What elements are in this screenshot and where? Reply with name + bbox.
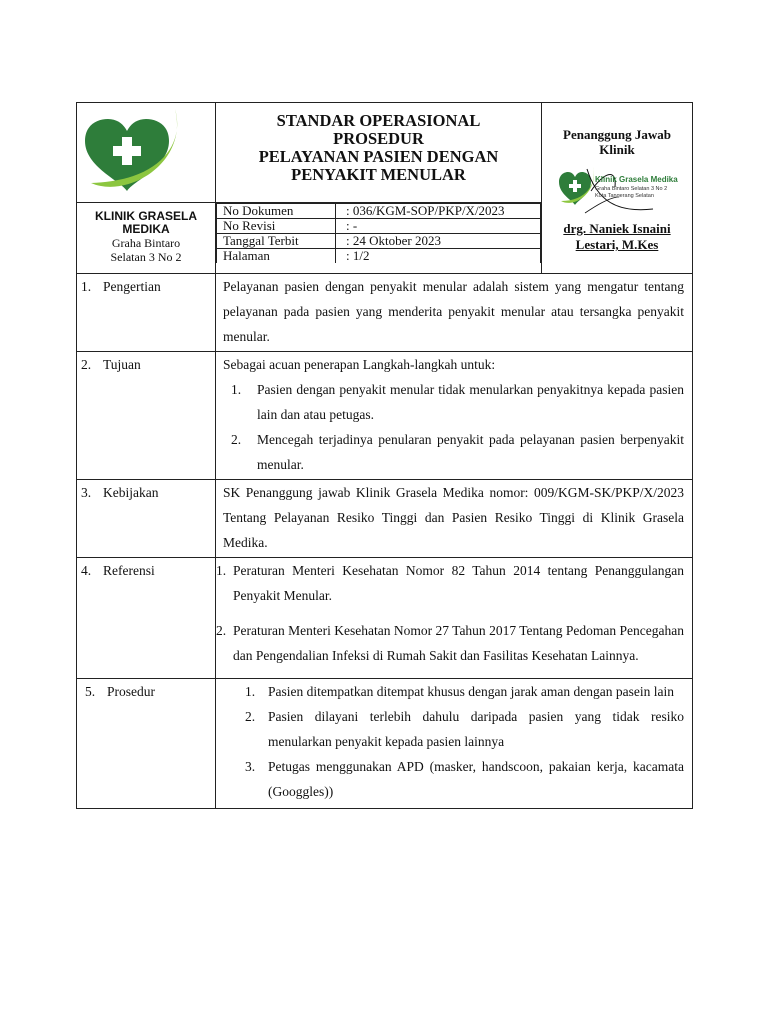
list-item: 2. Mencegah terjadinya penularan penyakit pada pelayanan pasien berpenyakit menular. bbox=[231, 432, 684, 472]
list-item: 1. Peraturan Menteri Kesehatan Nomor 82 Tahun 2014 tentang Penanggulangan Penyakit Menular. bbox=[216, 563, 684, 603]
section-content bbox=[216, 558, 693, 679]
clinic-logo-icon bbox=[77, 103, 215, 197]
section-pengertian bbox=[77, 274, 693, 352]
section-label: 4. Referensi bbox=[77, 558, 216, 679]
stamp-address-2: Kota Tangerang Selatan bbox=[595, 193, 654, 199]
section-referensi bbox=[77, 558, 693, 679]
stamp-clinic-name: Klinik Grasela Medika bbox=[595, 175, 678, 184]
list-item: 1. Pasien dengan penyakit menular tidak menularkan penyakitnya kepada pasien lain dan atau petugas. bbox=[231, 382, 684, 422]
list-item: 2. Pasien dilayani terlebih dahulu daripada pasien yang tidak resiko menularkan penyakit kepada pasien lainnya bbox=[245, 709, 684, 749]
document-meta bbox=[216, 203, 541, 263]
list-item: 1. Pasien ditempatkan ditempat khusus dengan jarak aman dengan pasein lain bbox=[245, 684, 675, 699]
responsible-cell bbox=[542, 103, 693, 274]
list-item: 3. Petugas menggunakan APD (masker, handscoon, pakaian kerja, kacamata (Googgles)) bbox=[245, 759, 684, 799]
section-label: 1. Pengertian bbox=[77, 274, 216, 352]
document-title: STANDAR OPERASIONAL PROSEDUR PELAYANAN PASIEN DENGAN PENYAKIT MENULAR bbox=[216, 103, 542, 203]
section-content: Sebagai acuan penerapan Langkah-langkah untuk: 1. Pasien dengan penyakit menular tidak menularkan penyakitnya kepada pasien lain dan atau petugas. 2. Mencegah terjadinya penularan penyakit pada pelayanan pasien berpenyakit menular. bbox=[216, 352, 693, 480]
section-content bbox=[216, 679, 693, 809]
stamp-address-1: Graha Bintaro Selatan 3 No 2 bbox=[595, 186, 668, 192]
responsible-name: drg. Naniek Isnaini Lestari, M.Kes bbox=[563, 221, 671, 252]
responsible-label: Penanggung Jawab Klinik bbox=[563, 127, 671, 157]
sop-document bbox=[76, 102, 692, 809]
clinic-info-cell bbox=[77, 203, 216, 274]
section-label: 3. Kebijakan bbox=[77, 480, 216, 558]
section-label: 5. Prosedur bbox=[77, 679, 216, 809]
section-prosedur bbox=[77, 679, 693, 809]
list-item: 2. Peraturan Menteri Kesehatan Nomor 27 Tahun 2017 Tentang Pedoman Pencegahan dan Pengendalian Infeksi di Rumah Sakit dan Fasilitas Kesehatan Lainnya. bbox=[216, 623, 684, 663]
meta-row: No Dokumen : 036/KGM-SOP/PKP/X/2023 bbox=[217, 204, 541, 219]
meta-row: Halaman : 1/2 bbox=[217, 249, 541, 264]
section-kebijakan bbox=[77, 480, 693, 558]
clinic-address: Graha Bintaro Selatan 3 No 2 bbox=[110, 236, 182, 264]
section-label: 2. Tujuan bbox=[77, 352, 216, 480]
clinic-stamp bbox=[557, 161, 677, 219]
section-content: Pelayanan pasien dengan penyakit menular adalah sistem yang mengatur tentang pelayanan pada pasien yang menderita penyakit menular atau tersangka penyakit menular. bbox=[216, 274, 693, 352]
section-content: SK Penanggung jawab Klinik Grasela Medika nomor: 009/KGM-SK/PKP/X/2023 Tentang Pelayanan Resiko Tinggi dan Pasien Resiko Tinggi di Klinik Grasela Medika. bbox=[216, 480, 693, 558]
meta-row: No Revisi : - bbox=[217, 219, 541, 234]
meta-row: Tanggal Terbit : 24 Oktober 2023 bbox=[217, 234, 541, 249]
document-meta-cell bbox=[216, 203, 542, 274]
section-tujuan bbox=[77, 352, 693, 480]
clinic-logo-cell bbox=[77, 103, 216, 203]
sop-table bbox=[76, 102, 693, 809]
clinic-name: KLINIK GRASELA MEDIKA bbox=[95, 209, 197, 236]
